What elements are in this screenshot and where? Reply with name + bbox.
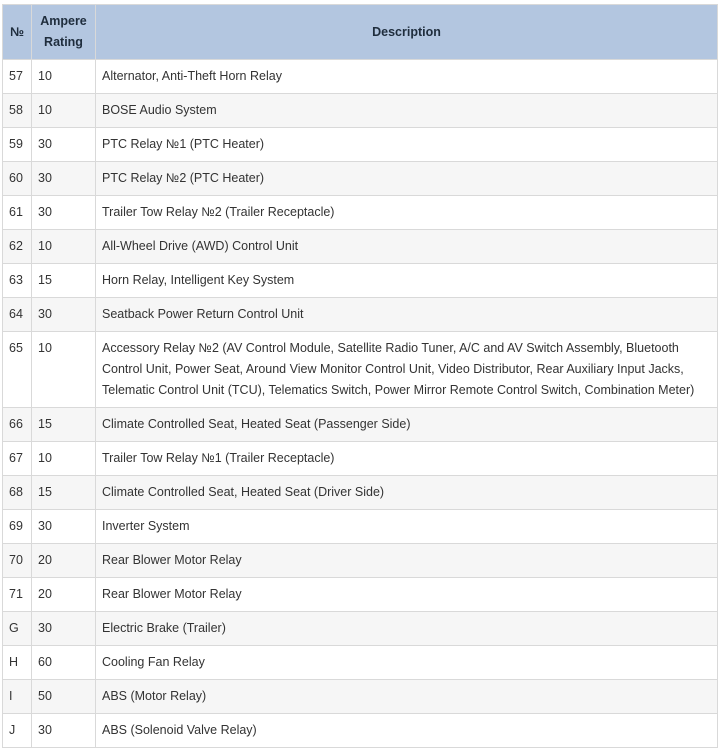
- cell-ampere: 60: [32, 646, 96, 680]
- cell-ampere: 10: [32, 230, 96, 264]
- cell-number: I: [3, 680, 32, 714]
- table-row: [3, 646, 718, 680]
- cell-number: 58: [3, 94, 32, 128]
- header-description: Description: [96, 5, 718, 60]
- cell-ampere: 30: [32, 612, 96, 646]
- cell-number: 68: [3, 476, 32, 510]
- table-row: [3, 680, 718, 714]
- cell-number: 63: [3, 264, 32, 298]
- cell-ampere: 30: [32, 162, 96, 196]
- cell-description: Rear Blower Motor Relay: [96, 578, 718, 612]
- cell-ampere: 15: [32, 476, 96, 510]
- cell-description: BOSE Audio System: [96, 94, 718, 128]
- table-row: [3, 128, 718, 162]
- cell-number: 69: [3, 510, 32, 544]
- cell-description: Trailer Tow Relay №2 (Trailer Receptacle): [96, 196, 718, 230]
- header-row: [3, 5, 718, 60]
- cell-description: Alternator, Anti-Theft Horn Relay: [96, 60, 718, 94]
- table-row: [3, 510, 718, 544]
- cell-ampere: 30: [32, 196, 96, 230]
- table-row: [3, 714, 718, 748]
- table-body: [3, 60, 718, 748]
- table-row: [3, 230, 718, 264]
- cell-ampere: 30: [32, 298, 96, 332]
- cell-description: PTC Relay №1 (PTC Heater): [96, 128, 718, 162]
- cell-description: PTC Relay №2 (PTC Heater): [96, 162, 718, 196]
- cell-ampere: 50: [32, 680, 96, 714]
- cell-description: Rear Blower Motor Relay: [96, 544, 718, 578]
- cell-description: All-Wheel Drive (AWD) Control Unit: [96, 230, 718, 264]
- cell-description: Climate Controlled Seat, Heated Seat (Passenger Side): [96, 408, 718, 442]
- cell-number: G: [3, 612, 32, 646]
- table-row: [3, 544, 718, 578]
- cell-description: Climate Controlled Seat, Heated Seat (Driver Side): [96, 476, 718, 510]
- cell-number: 59: [3, 128, 32, 162]
- cell-description: ABS (Solenoid Valve Relay): [96, 714, 718, 748]
- cell-number: J: [3, 714, 32, 748]
- table-row: [3, 94, 718, 128]
- cell-ampere: 20: [32, 544, 96, 578]
- table-row: [3, 264, 718, 298]
- cell-ampere: 10: [32, 442, 96, 476]
- table-row: [3, 298, 718, 332]
- cell-ampere: 30: [32, 510, 96, 544]
- cell-number: 57: [3, 60, 32, 94]
- cell-ampere: 15: [32, 264, 96, 298]
- cell-ampere: 30: [32, 128, 96, 162]
- cell-number: 62: [3, 230, 32, 264]
- header-ampere-rating: Ampere Rating: [32, 5, 96, 60]
- cell-number: 71: [3, 578, 32, 612]
- cell-description: Electric Brake (Trailer): [96, 612, 718, 646]
- cell-ampere: 15: [32, 408, 96, 442]
- cell-ampere: 10: [32, 94, 96, 128]
- table-header: [3, 5, 718, 60]
- table-row: [3, 612, 718, 646]
- cell-description: Seatback Power Return Control Unit: [96, 298, 718, 332]
- cell-description: Inverter System: [96, 510, 718, 544]
- cell-description: Horn Relay, Intelligent Key System: [96, 264, 718, 298]
- cell-number: 67: [3, 442, 32, 476]
- cell-ampere: 30: [32, 714, 96, 748]
- cell-description: Accessory Relay №2 (AV Control Module, Satellite Radio Tuner, A/C and AV Switch Assembly, Bluetooth Control Unit, Power Seat, Around View Monitor Control Unit, Video Distributor, Rear Auxiliary Input Jacks, Telematic Control Unit (TCU), Telematics Switch, Power Mirror Remote Control Switch, Combination Meter): [96, 332, 718, 408]
- table-row: [3, 162, 718, 196]
- cell-description: ABS (Motor Relay): [96, 680, 718, 714]
- cell-number: 65: [3, 332, 32, 408]
- cell-number: 70: [3, 544, 32, 578]
- table-row: [3, 196, 718, 230]
- cell-number: 60: [3, 162, 32, 196]
- table-row: [3, 442, 718, 476]
- table-row: [3, 578, 718, 612]
- cell-number: 61: [3, 196, 32, 230]
- cell-description: Cooling Fan Relay: [96, 646, 718, 680]
- table-row: [3, 332, 718, 408]
- table-row: [3, 408, 718, 442]
- table-row: [3, 476, 718, 510]
- table-row: [3, 60, 718, 94]
- cell-ampere: 10: [32, 332, 96, 408]
- fuse-table: [2, 4, 718, 748]
- header-number: №: [3, 5, 32, 60]
- cell-description: Trailer Tow Relay №1 (Trailer Receptacle): [96, 442, 718, 476]
- cell-ampere: 20: [32, 578, 96, 612]
- cell-number: H: [3, 646, 32, 680]
- cell-ampere: 10: [32, 60, 96, 94]
- cell-number: 64: [3, 298, 32, 332]
- cell-number: 66: [3, 408, 32, 442]
